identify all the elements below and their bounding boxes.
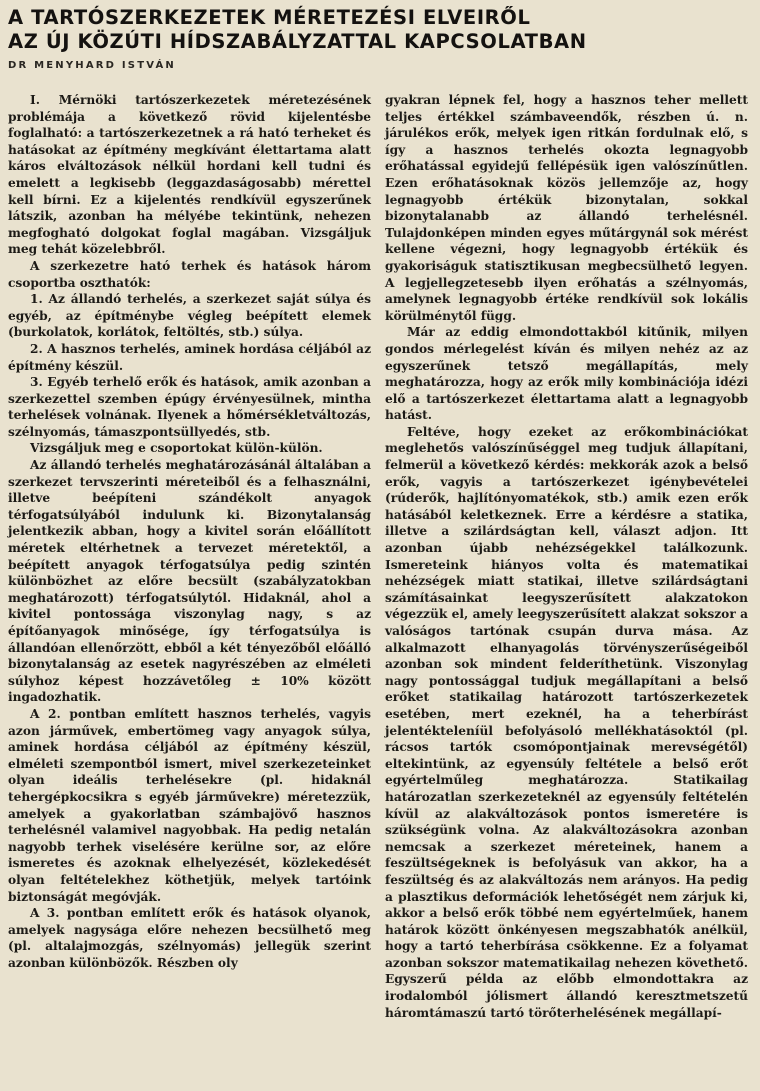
right-column xyxy=(385,92,748,1021)
paragraph: Feltéve, hogy ezeket az erőkombinációkat meglehetős valószínűséggel meg tudjuk állapítani, felmerül a következő kérdés: mekkorák azok a belső erők, vagyis a tartószerkezet igénybevételei (rúderők, hajlítónyomatékok, stb.) amik ezen erők hatásából keletkeznek. Erre a kérdésre a statika, illetve a szilárdságtan kell, választ adjon. Itt azonban újabb nehézségekkel találkozunk. Ismereteink hiányos volta és matematikai nehézségek miatt statikai, illetve szilárdságtani számításainkat leegyszerűsített alakzatokon végezzük el, amely leegyszerűsített alakzat sokszor a valóságos tartónak csupán durva mása. Az alkalmazott elhanyagolás törvényszerűségeiből azonban sok mindent felderíthetünk. Viszonylag nagy pontossággal tudjuk megállapítani a belső erőket statikailag határozott tartószerkezetek esetében, mert ezeknél, ha a teherbírást jelentékteleníül befolyásoló mellékhatásoktól (pl. rácsos tartók csomópontjainak merevségétől) eltekintünk, az egyensúly feltétele a belső erőt egyértelműleg meghatározza. Statikailag határozatlan szerkezeteknél az egyensúly feltételén kívül az alakváltozások pontos ismeretére is szükségünk volna. Az alakváltozásokra azonban nemcsak a szerkezet méreteinek, hanem a feszültségeknek is befolyásuk van akkor, ha a feszültség és az alakváltozás nem arányos. Ha pedig a plasztikus deformációk lehetőségét nem zárjuk ki, akkor a belső erők többé nem egyértelműek, hanem határok között önkényesen megszabhatók anélkül, hogy a tartó teherbírása csökkenne. Ez a folyamat azonban sokszor matematikailag nehezen követhető. Egyszerű példa az előbb elmondottakra az irodalomból jólismert állandó keresztmetszetű háromtámaszú tartó törőterhelésének megállapí- xyxy=(385,424,748,1020)
paragraph: gyakran lépnek fel, hogy a hasznos teher mellett teljes értékkel számbaveendők, részben ú. n. járulékos erők, melyek igen ritkán fordulnak elő, s így a hasznos terhelés okozta legnagyobb erőhatással egyidejű fellépésük igen valószínűtlen. Ezen erőhatásoknak közös jellemzője az, hogy legnagyobb értékük bizonytalan, sokkal bizonytalanabb az állandó terhelésnél. Tulajdonképen minden egyes műtárgynál sok mérést kellene végezni, hogy legnagyobb értékük és gyakoriságuk statisztikusan megbecsülhető legyen. A legjellegzetesebb ilyen erőhatás a szélnyomás, amelynek legnagyobb értéke rendkívül sok lokális körülménytől függ. xyxy=(385,93,748,323)
title-line-1: A TARTÓSZERKEZETEK MÉRETEZÉSI ELVEIRŐL xyxy=(8,6,531,29)
article-title xyxy=(8,6,746,54)
left-column xyxy=(8,92,371,1021)
author-byline: DR MENYHARD ISTVÁN xyxy=(8,60,176,71)
paragraph: 3. Egyéb terhelő erők és hatások, amik azonban a szerkezettel szemben épúgy érvényesülnek, mintha terhelések volnának. Ilyenek a hőmérsékletváltozás, szélnyomás, támaszpontsüllyedés, stb. xyxy=(8,375,371,439)
title-line-2: AZ ÚJ KÖZÚTI HÍDSZABÁLYZATTAL KAPCSOLATBAN xyxy=(8,30,587,53)
paragraph: I. Mérnöki tartószerkezetek méretezésének problémája a következő rövid kijelentésbe foglalható: a tartószerkezetnek a rá ható terheket és hatásokat az építmény megkívánt élettartama alatt káros elváltozások nélkül hordani kell tudni és emelett a legkisebb (leggazdaságosabb) mérettel kell bírni. Ez a kijelentés rendkívül egyszerűnek látszik, azonban ha mélyébe tekintünk, nehezen megfogható dolgokat foglal magában. Vizsgáljuk meg tehát közelebbről. xyxy=(8,93,371,257)
article-body xyxy=(8,92,748,1021)
paragraph: A 2. pontban említett hasznos terhelés, vagyis azon járművek, embertömeg vagy anyagok súlya, aminek hordása céljából az építmény készül, elméleti szempontból ismert, mivel szerkezeteinket olyan ideális terhelésekre (pl. hidaknál tehergépkocsikra s egyéb járművekre) méretezzük, amelyek a gyakorlatban számbajövő hasznos terhelésnél valamivel nagyobbak. Ha pedig netalán nagyobb terhek viselésére kerülne sor, az előre ismeretes és azoknak elhelyezését, közlekedését olyan feltételekhez köthetjük, melyek tartóink biztonságát megóvják. xyxy=(8,706,371,904)
paragraph: 2. A hasznos terhelés, aminek hordása céljából az építmény készül. xyxy=(8,341,371,373)
paragraph: Már az eddig elmondottakból kitűnik, milyen gondos mérlegelést kíván és milyen nehéz az az egyszerűnek tetsző megállapítás, mely meghatározza, hogy az erők mily kombinációja idézi elő a tartószerkezet élettartama alatt a legnagyobb hatást. xyxy=(385,325,748,423)
paragraph: A 3. pontban említett erők és hatások olyanok, amelyek nagysága előre nehezen becsülhető meg (pl. altalajmozgás, szélnyomás) jellegük szerint azonban különbözők. Részben oly xyxy=(8,906,371,970)
paragraph: A szerkezetre ható terhek és hatások három csoportba oszthatók: xyxy=(8,258,371,290)
paragraph: Az állandó terhelés meghatározásánál általában a szerkezet tervszerinti méreteiből és a felhasználni, illetve beépíteni szándékolt anyagok térfogatsúlyából indulunk ki. Bizonytalanság jelentkezik abban, hogy a kivitel során előállított méretek eltérhetnek a tervezet méretektől, a beépített anyagok térfogatsúlya pedig szintén különbözhet az előre becsült (szabályzatokban meghatározott) térfogatsúlytól. Hidaknál, ahol a kivitel pontossága viszonylag nagy, s az építőanyagok minősége, így térfogatsúlya is állandóan ellenőrzött, ebből a két tényezőből előálló bizonytalanság az esetek nagyrészében az elméleti súlyhoz képest hozzávetőleg ± 10% között ingadozhatik. xyxy=(8,458,371,705)
paragraph: 1. Az állandó terhelés, a szerkezet saját súlya és egyéb, az építménybe végleg beépített elemek (burkolatok, korlátok, feltöltés, stb.) súlya. xyxy=(8,292,371,340)
paragraph: Vizsgáljuk meg e csoportokat külön-külön. xyxy=(30,441,323,456)
